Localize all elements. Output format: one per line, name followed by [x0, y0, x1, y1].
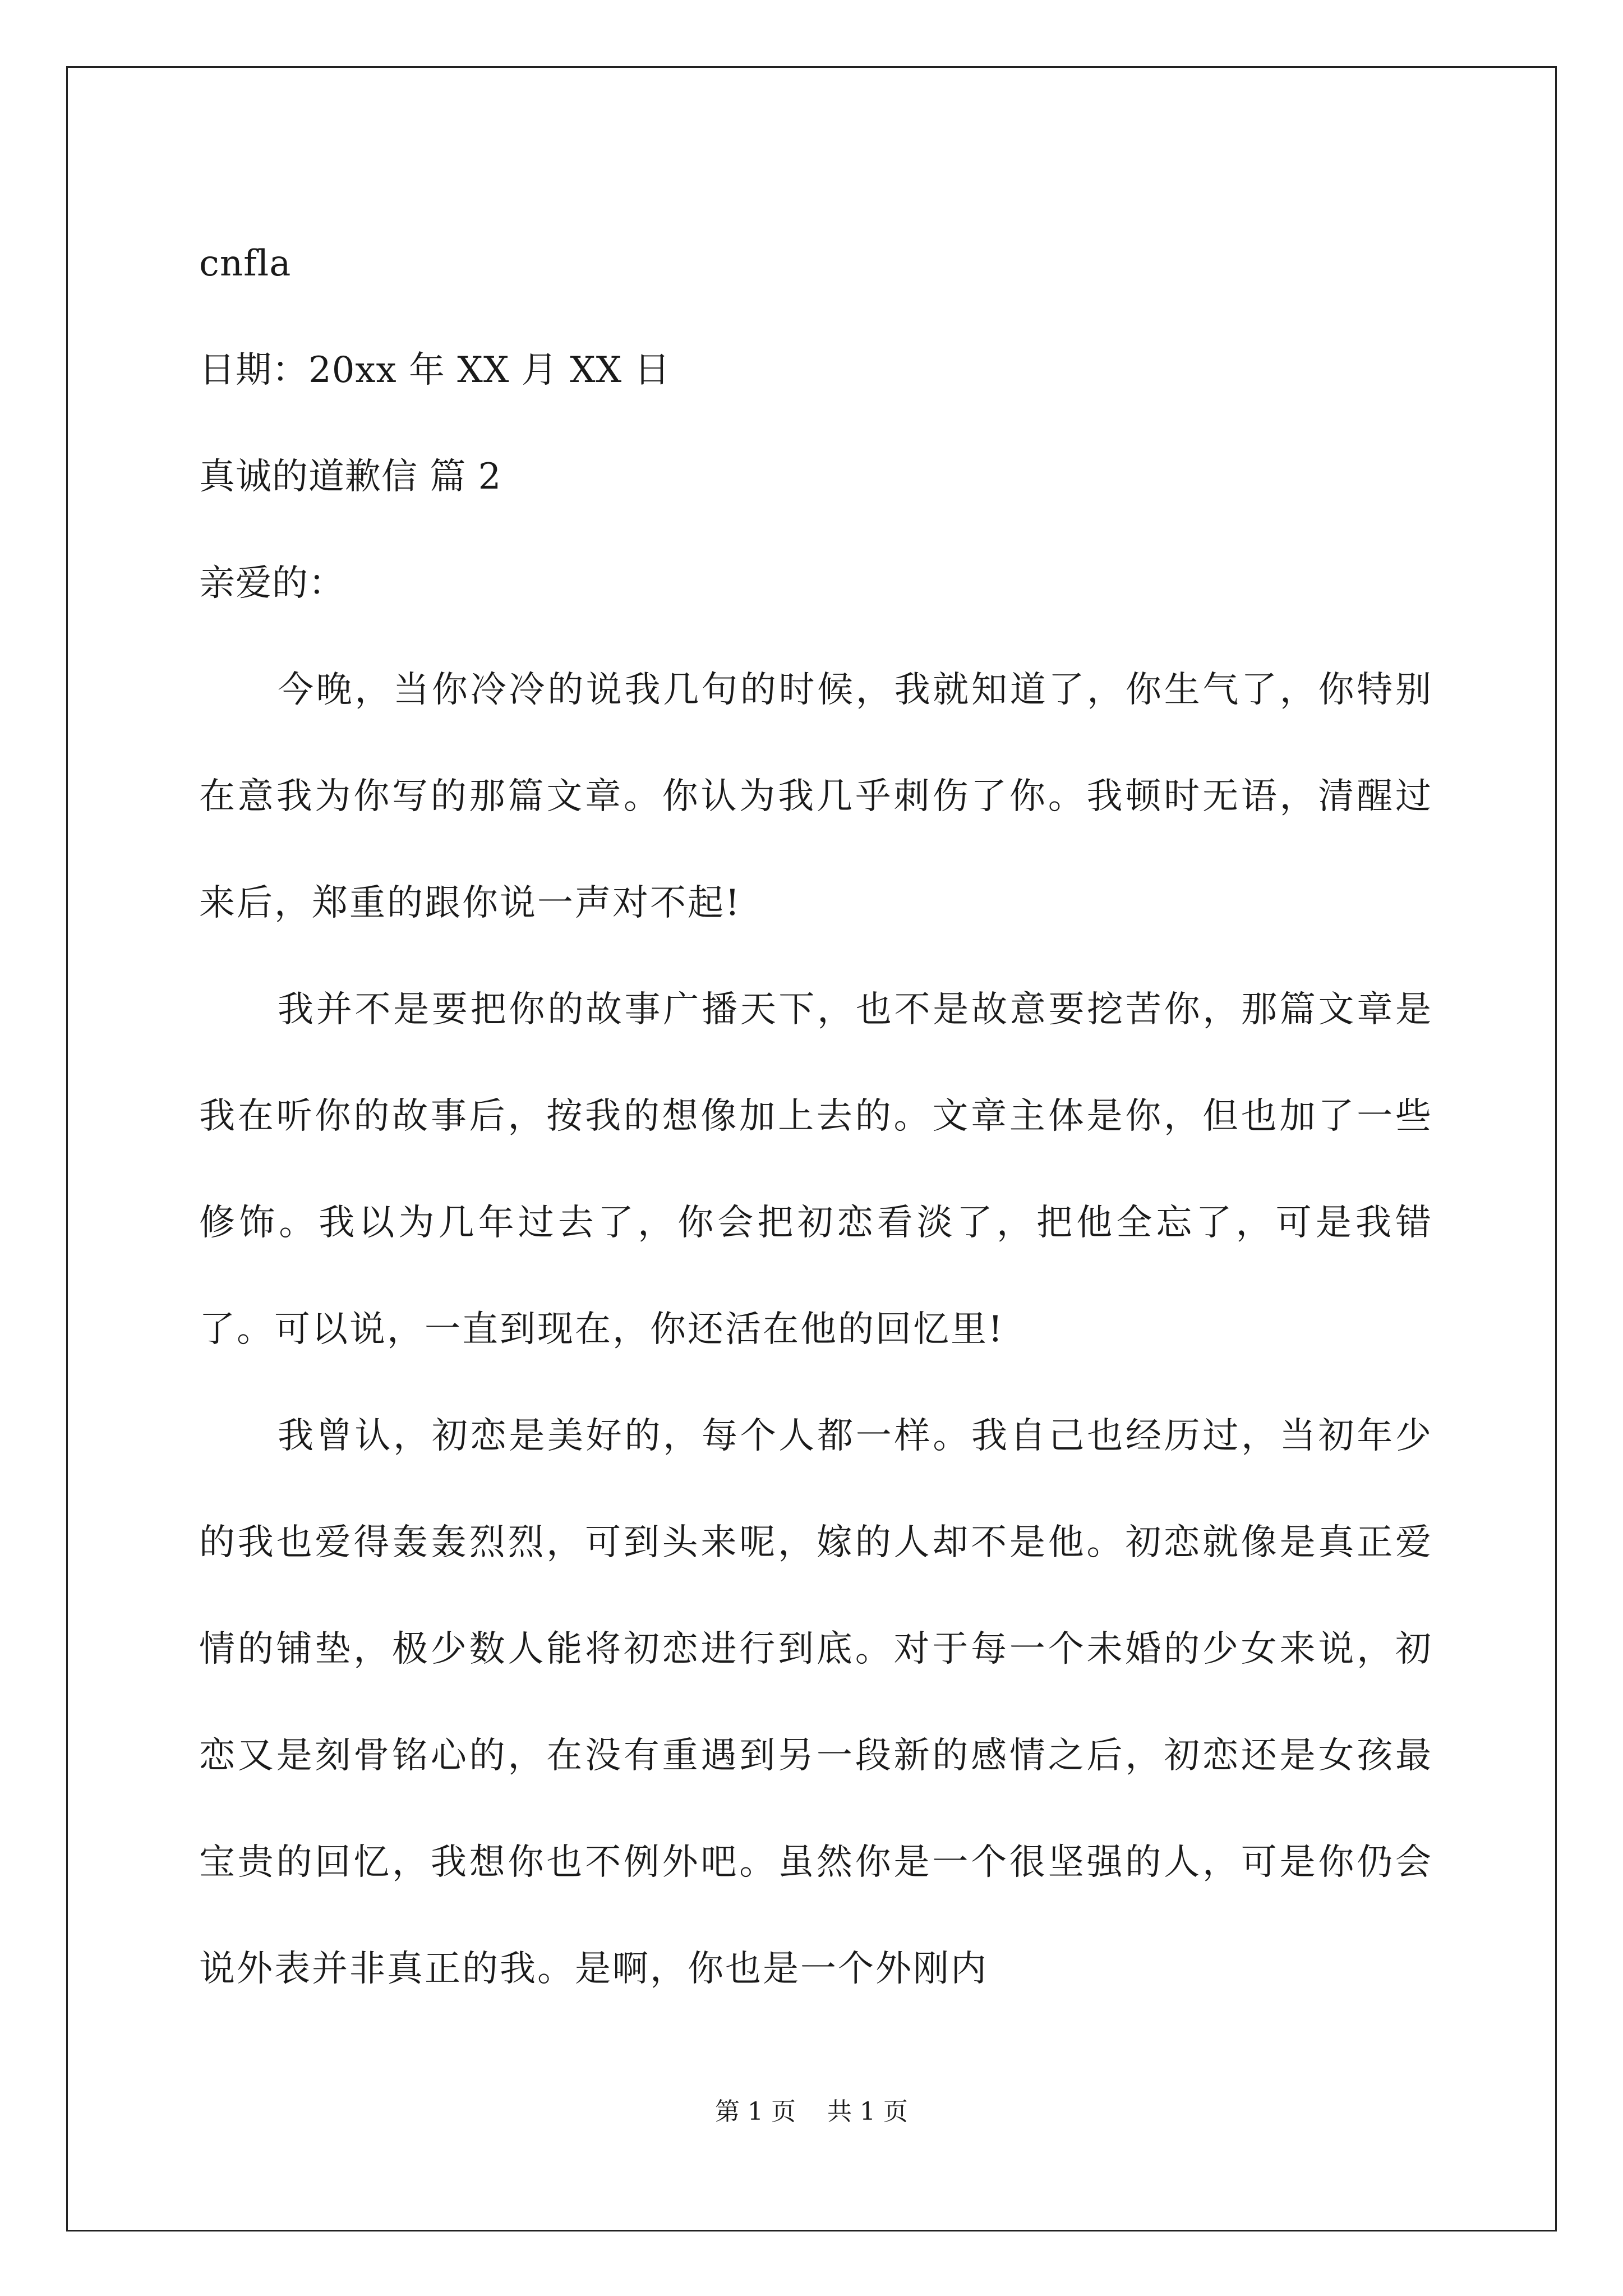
letter-title: 真诚的道歉信 篇 2 [199, 456, 502, 498]
header-mark: cnfla [199, 243, 292, 284]
salutation: 亲爱的： [199, 563, 345, 604]
paragraph-1: 今晚，当你冷冷的说我几句的时候，我就知道了，你生气了，你特别在意我为你写的那篇文章。你认为我几乎刺伤了你。我顿时无语，清醒过来后，郑重的跟你说一声对不起! [199, 669, 1433, 924]
document-body [199, 210, 1433, 2022]
paragraph-3: 我曾认，初恋是美好的，每个人都一样。我自己也经历过，当初年少的我也爱得轰轰烈烈，可到头来呢，嫁的人却不是他。初恋就像是真正爱情的铺垫，极少数人能将初恋进行到底。对于每一个未婚的少女来说，初恋又是刻骨铭心的，在没有重遇到另一段新的感情之后，初恋还是女孩最宝贵的回忆，我想你也不例外吧。虽然你是一个很坚强的人，可是你仍会说外表并非真正的我。是啊，你也是一个外刚内 [199, 1415, 1433, 1990]
paragraph-2: 我并不是要把你的故事广播天下，也不是故意要挖苦你，那篇文章是我在听你的故事后，按我的想像加上去的。文章主体是你，但也加了一些修饰。我以为几年过去了，你会把初恋看淡了，把他全忘了，可是我错了。可以说，一直到现在，你还活在他的回忆里! [199, 989, 1433, 1350]
page-footer: 第 1 页 共 1 页 [715, 2097, 908, 2126]
date-line: 日期：20xx 年 XX 月 XX 日 [199, 349, 671, 391]
